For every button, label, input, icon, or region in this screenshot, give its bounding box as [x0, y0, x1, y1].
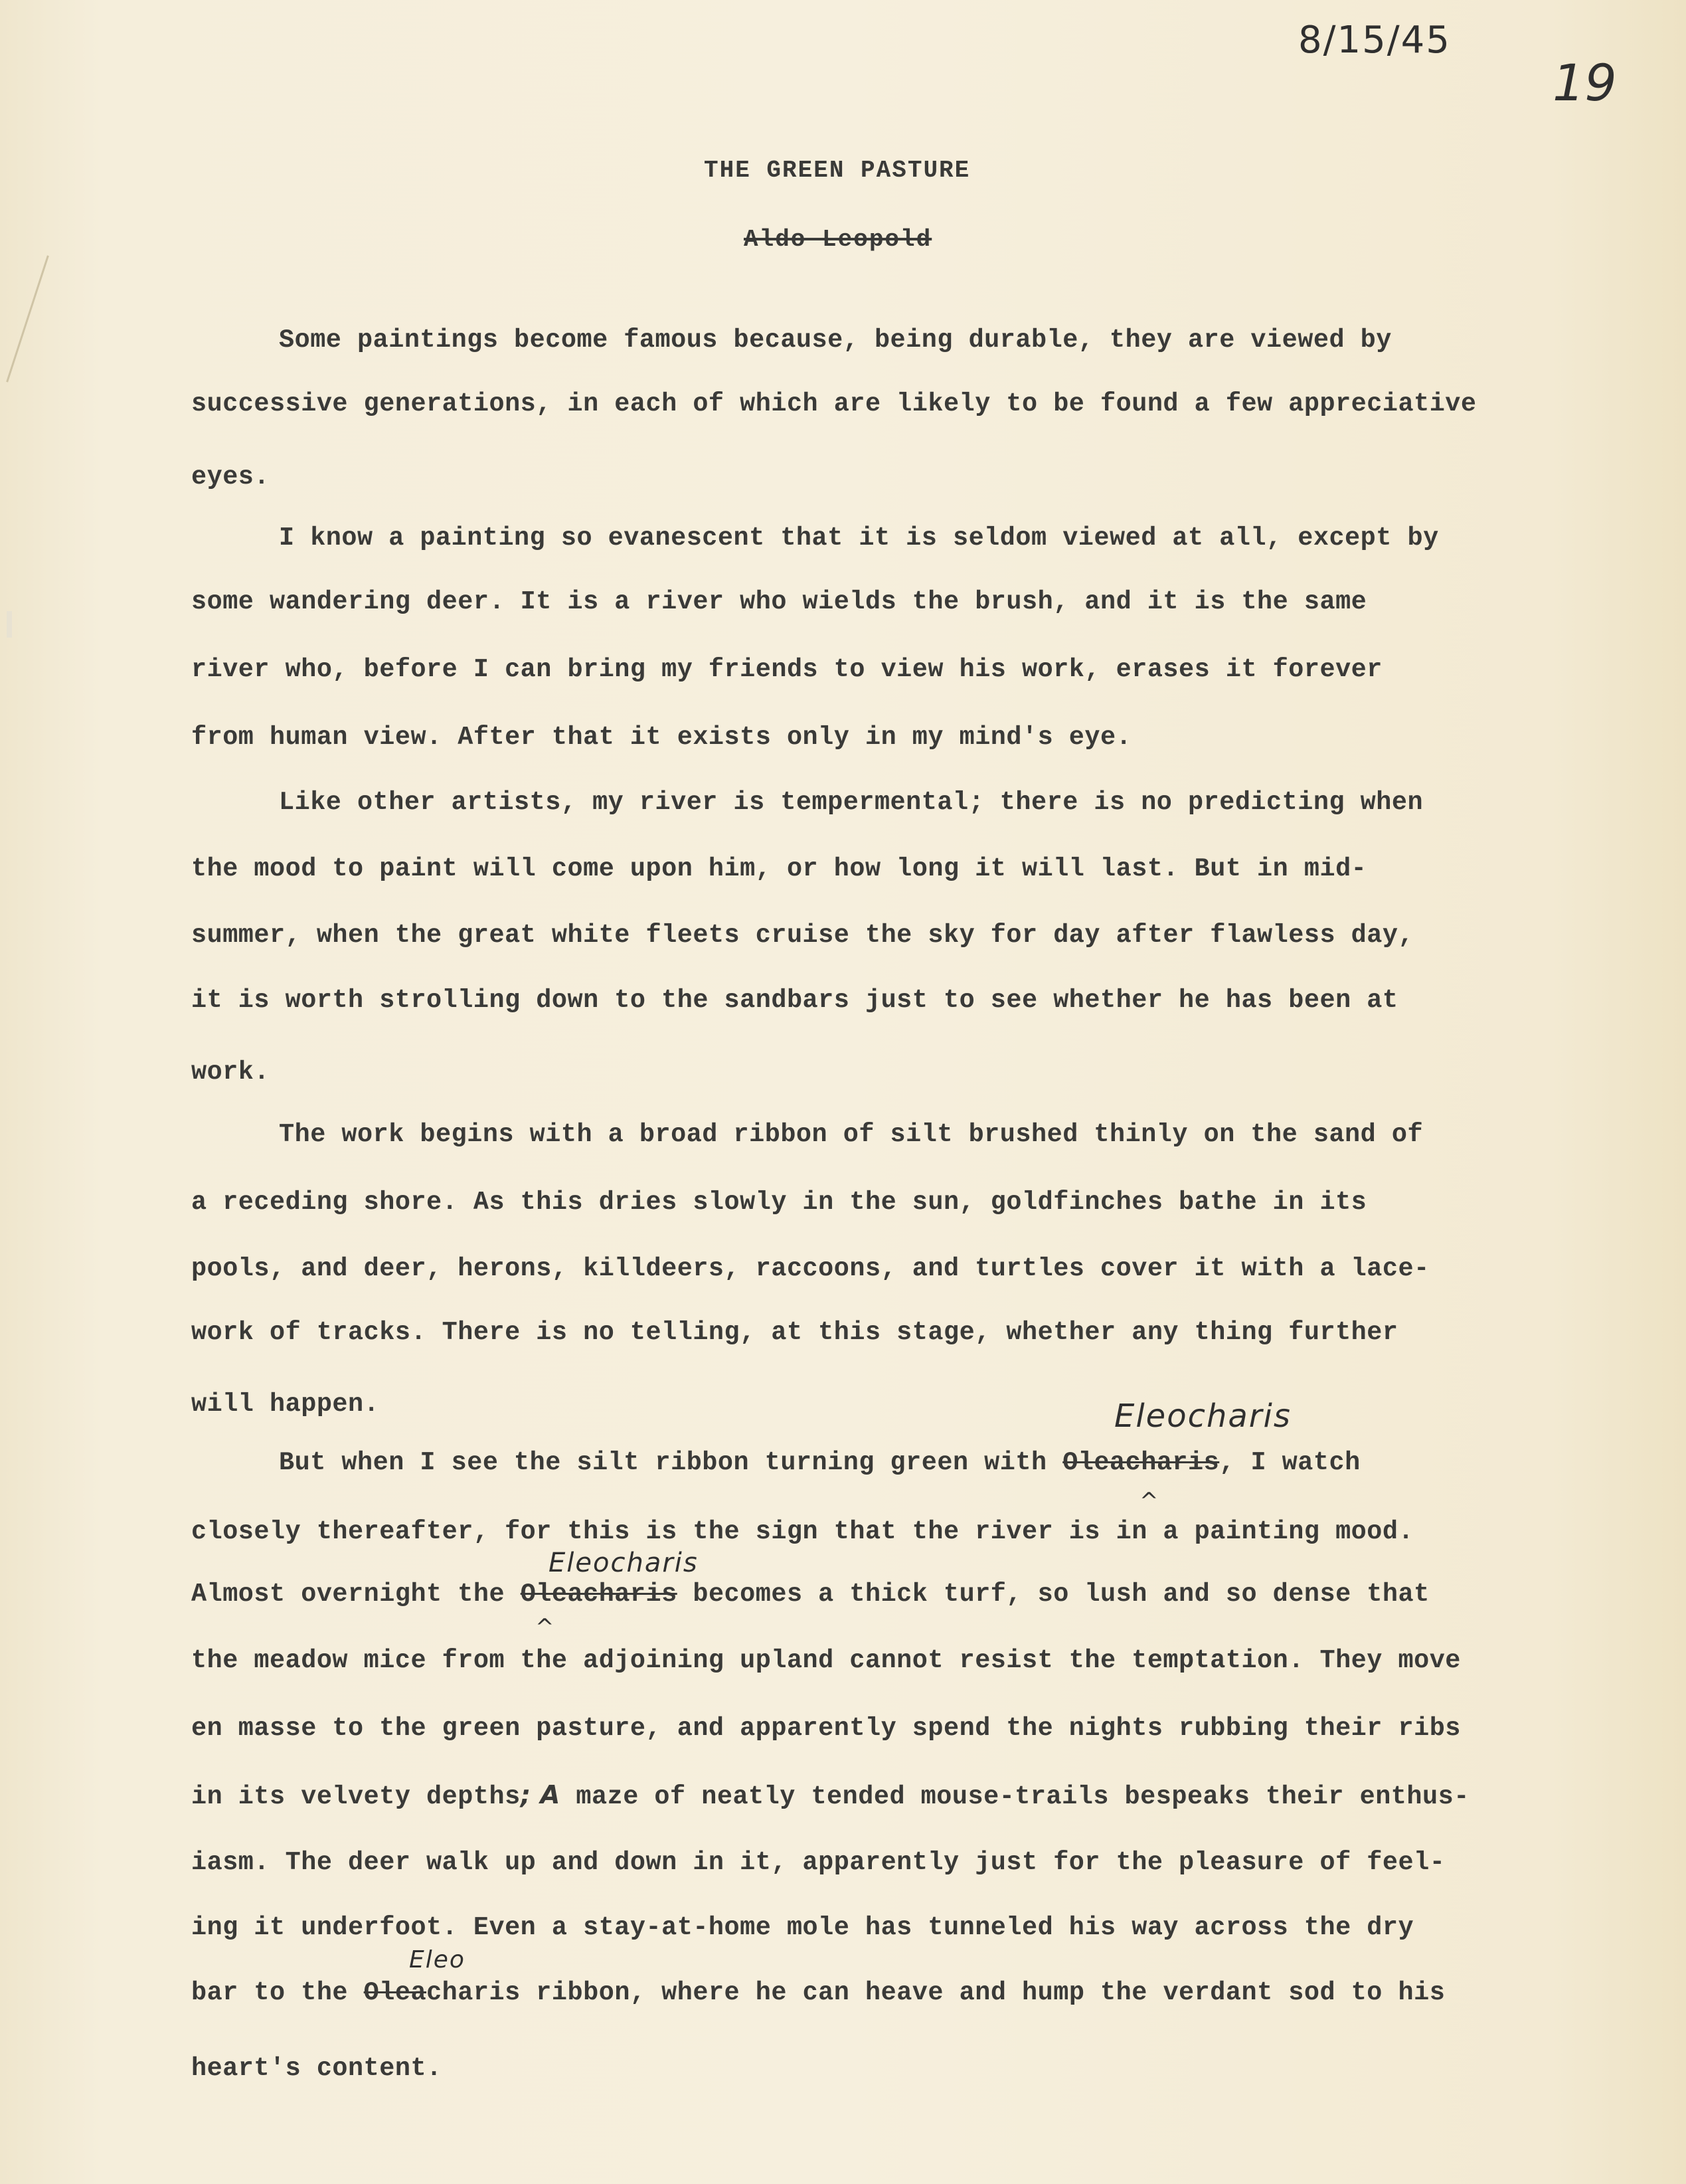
- text-line: I know a painting so evanescent that it is seldom viewed at all, except by: [279, 523, 1439, 553]
- text-segment: But when I see the silt ribbon turning green with: [279, 1448, 1063, 1477]
- text-line: The work begins with a broad ribbon of silt brushed thinly on the sand of: [279, 1120, 1424, 1149]
- text-segment: becomes a thick turf, so lush and so dense that: [677, 1580, 1430, 1609]
- text-line: pools, and deer, herons, killdeers, raccoons, and turtles cover it with a lace-: [191, 1254, 1430, 1283]
- scan-mark: [7, 611, 12, 638]
- scan-mark: [6, 255, 49, 382]
- text-line: heart's content.: [191, 2054, 442, 2083]
- text-line: work.: [191, 1057, 270, 1087]
- text-segment: , I watch: [1219, 1448, 1361, 1477]
- text-line: summer, when the great white fleets cruise the sky for day after flawless day,: [191, 921, 1414, 950]
- text-line: work of tracks. There is no telling, at this stage, whether any thing further: [191, 1318, 1398, 1347]
- text-line: [191, 1780, 1470, 1811]
- handwritten-page-number: 19: [1553, 53, 1617, 112]
- text-line: closely thereafter, for this is the sign that the river is in a painting mood.: [191, 1517, 1414, 1546]
- text-line: Like other artists, my river is tempermental; there is no predicting when: [279, 788, 1424, 817]
- struck-word: Olea: [363, 1978, 427, 2007]
- struck-word: Oleacharis: [520, 1580, 677, 1609]
- struck-author-line: Aldo Leopold: [744, 226, 932, 253]
- text-line: river who, before I can bring my friends to view his work, erases it forever: [191, 655, 1383, 684]
- text-line: iasm. The deer walk up and down in it, apparently just for the pleasure of feel-: [191, 1848, 1446, 1877]
- text-line: some wandering deer. It is a river who wields the brush, and it is the same: [191, 587, 1367, 616]
- handwritten-date: 8/15/45: [1298, 19, 1451, 62]
- handwritten-insertion: Eleocharis: [1114, 1398, 1292, 1435]
- text-line: [191, 1580, 1430, 1609]
- text-line: will happen.: [191, 1390, 380, 1419]
- handwritten-insertion: Eleocharis: [548, 1548, 699, 1578]
- text-segment: in its velvety depths: [191, 1782, 521, 1811]
- text-segment: bar to the: [191, 1978, 364, 2007]
- text-line: ing it underfoot. Even a stay-at-home mole has tunneled his way across the dry: [191, 1913, 1414, 1942]
- struck-word: Oleacharis: [1062, 1448, 1220, 1477]
- text-segment: Almost overnight the: [191, 1580, 521, 1609]
- handwritten-correction: ; A: [520, 1780, 560, 1810]
- text-line: from human view. After that it exists only in my mind's eye.: [191, 723, 1132, 752]
- text-line: [191, 1978, 1445, 2007]
- text-line: the mood to paint will come upon him, or how long it will last. But in mid-: [191, 854, 1367, 883]
- text-line: successive generations, in each of which are likely to be found a few appreciative: [191, 389, 1477, 418]
- insertion-caret: ^: [1139, 1488, 1159, 1514]
- text-line: [279, 1448, 1361, 1477]
- handwritten-insertion: Eleo: [409, 1946, 465, 1973]
- text-segment: charis ribbon, where he can heave and hump the verdant sod to his: [426, 1978, 1446, 2007]
- document-title: THE GREEN PASTURE: [704, 157, 971, 184]
- text-line: eyes.: [191, 462, 270, 492]
- insertion-caret: ^: [535, 1614, 554, 1641]
- text-line: the meadow mice from the adjoining upland cannot resist the temptation. They move: [191, 1646, 1461, 1675]
- text-line: Some paintings become famous because, being durable, they are viewed by: [279, 325, 1392, 355]
- text-segment: maze of neatly tended mouse-trails bespeaks their enthus-: [560, 1782, 1470, 1811]
- text-line: en masse to the green pasture, and apparently spend the nights rubbing their ribs: [191, 1714, 1461, 1743]
- text-line: it is worth strolling down to the sandbars just to see whether he has been at: [191, 986, 1398, 1015]
- text-line: a receding shore. As this dries slowly in the sun, goldfinches bathe in its: [191, 1188, 1367, 1217]
